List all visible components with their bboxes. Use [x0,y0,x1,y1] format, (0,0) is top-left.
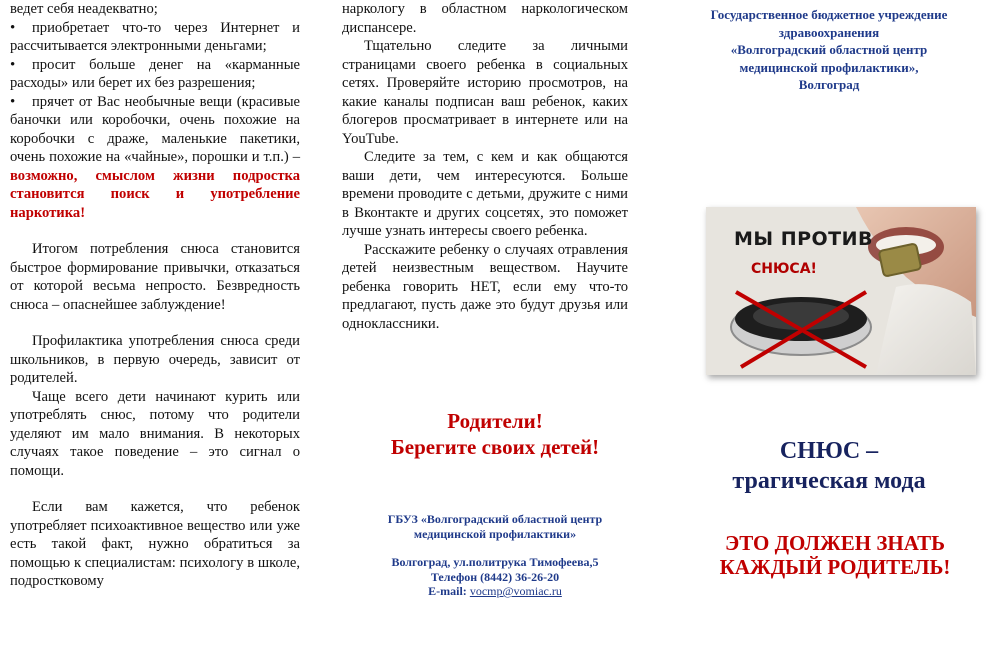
text-paragraph: Расскажите ребенку о случаях отравления детей неизвестным веществом. Научите ребенка говорить НЕТ, если ему что-то предлагают, пусть даже это будут друзья или одноклассники. [342,241,628,332]
text-paragraph: Чаще всего дети начинают курить или употреблять снюс, потому что родители уделяют им мало внимания. В некоторых случаях такое поведение – это сигнал о помощи. [10,388,300,479]
text-paragraph: ведет себя неадекватно; [10,1,158,17]
photo-caption: МЫ ПРОТИВ [734,228,874,250]
callout-line: Берегите своих детей! [390,435,600,459]
header-line: Волгоград [798,77,860,92]
org-name: ГБУЗ «Волгоградский областной центр [387,512,603,526]
title-line: СНЮС – [779,438,879,464]
bullet-item [10,19,300,56]
org-header [668,6,990,94]
bullet-item [10,93,300,223]
phone: Телефон (8442) 36-26-20 [430,569,560,584]
bullet-text: прячет от Вас необычные вещи (красивые баночки или коробочки, очень похожие на коробочки с драже, маленькие пакетики, очень похожие на «чайные», порошки и т.п.) – [10,93,300,165]
parents-callout [342,408,648,460]
header-line: здравоохранения [778,24,880,40]
column-right [668,0,990,94]
text-paragraph: Профилактика употребления снюса среди школьников, в первую очередь, зависит от родителей. [10,333,300,386]
bullet-icon: • [10,56,16,73]
warning-line: КАЖДЫЙ РОДИТЕЛЬ! [719,555,951,579]
header-line: медицинской профилактики», [739,59,919,75]
parents-warning [680,531,990,579]
bullet-text: приобретает что-то через Интернет и рассчитывается электронными деньгами; [10,19,300,54]
bullet-item [10,56,300,93]
text-paragraph: Следите за тем, с кем и как общаются ваши дети, чем интересуются. Больше времени проводите с детьми, дружите с ними в Вконтакте и других соцсетях, это поможет лучше узнать интересы своего ребенка. [342,149,628,239]
email-line [342,584,648,599]
email-link[interactable]: vocmp@vomiac.ru [469,584,562,598]
text-paragraph: наркологу в областном наркологическом диспансере. [342,1,628,36]
text-paragraph: Итогом потребления снюса становится быстрое формирование привычки, отказаться от которой весьма непросто. Безвредность снюса – опаснейшее заблуждение! [10,241,300,313]
header-line: Государственное бюджетное учреждение [710,7,948,22]
text-paragraph: Если вам кажется, что ребенок употребляет психоактивное вещество или уже есть такой факт, нужно обратиться за помощью к специалистам: психологу в школе, подростковому [10,499,300,589]
org-name: медицинской профилактики» [413,526,577,541]
warning-line: ЭТО ДОЛЖЕН ЗНАТЬ [725,531,945,555]
bullet-icon: • [10,19,16,36]
email-label: E-mail: [428,584,470,598]
header-line: «Волгоградский областной центр [730,42,928,57]
callout-line: Родители! [447,409,543,433]
text-paragraph: Тщательно следите за личными страницами своего ребенка в социальных сетях. Проверяйте историю просмотров, на какие каналы подписан ваш ребенок, каких блогеров просматривает в интернете или на YouTube. [342,38,628,147]
column-middle [342,0,628,333]
leaflet-title [668,436,990,496]
title-line: трагическая мода [732,468,926,494]
contact-block [342,512,648,599]
bullet-icon: • [10,93,16,110]
address: Волгоград, ул.политрука Тимофеева,5 [391,555,599,569]
photo-caption-red: СНЮСА! [751,261,817,277]
warning-highlight: возможно, смыслом жизни подростка становится поиск и употребление наркотика! [10,167,300,221]
bullet-text: просит больше денег на «карманные расходы» или берет их без разрешения; [10,56,300,91]
column-left [10,0,300,591]
